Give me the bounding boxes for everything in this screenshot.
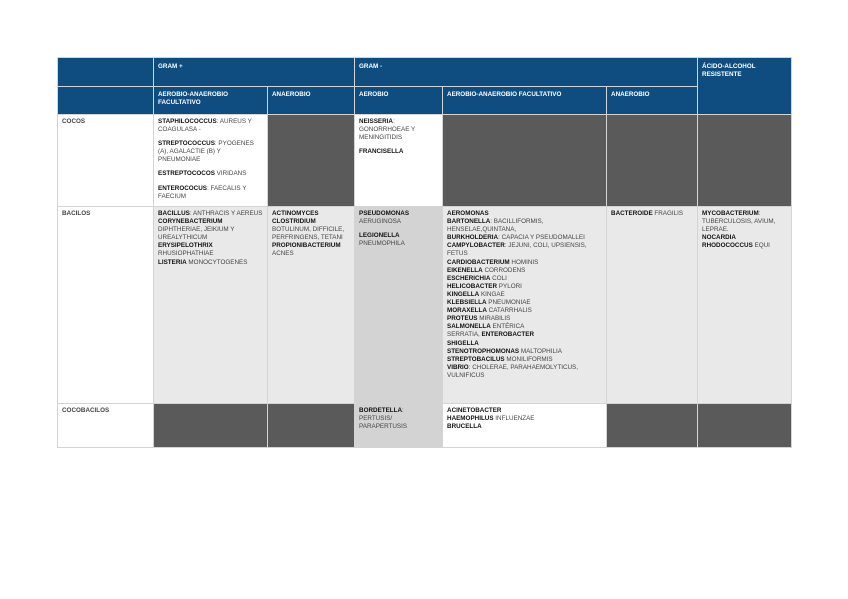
organism-entry [702, 234, 787, 242]
row-label-cocos: COCOS [58, 115, 154, 207]
genus-name: NOCARDIA [702, 234, 736, 242]
organism-entry [447, 356, 602, 364]
cell-bacilos-neg-anaerobe [607, 207, 698, 404]
species-names: AERUGINOSA [359, 218, 402, 226]
genus-name: LEGIONELLA [359, 232, 400, 240]
species-names: PNEUMONIAE [486, 299, 531, 307]
organism-entry [447, 340, 602, 348]
genus-name: ENTEROCOCUS [158, 184, 207, 192]
genus-name: BORDETELLA [359, 407, 403, 414]
cell-cocobacilos-pos-anaerobe-empty [268, 404, 355, 448]
cell-cocobacilos-pos-facultative-empty [154, 404, 268, 448]
species-names: : CAPACIA Y PSEUDOMALLEI [498, 234, 585, 242]
organism-entry [359, 210, 438, 226]
organism-entry [447, 407, 602, 415]
genus-name: BURKHOLDERIA [447, 234, 499, 242]
species-names: : PERTUSIS/ PARAPERTUSIS [359, 407, 408, 431]
header-pos-facultative: AEROBIO-ANAEROBIO FACULTATIVO [154, 87, 268, 115]
row-bacilos [58, 207, 792, 404]
species-names: HOMINIS [509, 258, 539, 266]
genus-name: BRUCELLA [447, 423, 482, 431]
organism-entry [447, 299, 602, 307]
genus-name: ENTEROBACTER [481, 331, 535, 339]
cell-cocobacilos-acid-fast-empty [698, 404, 792, 448]
organism-entry [272, 218, 350, 242]
species-names: MONOCYTOGENES [186, 258, 248, 266]
organism-entry [447, 275, 602, 283]
genus-name: STREPTOCOCCUS [158, 140, 215, 148]
species-names: PYLORI [497, 282, 522, 290]
genus-name: STAPHILOCOCCUS [158, 118, 217, 125]
header-pos-anaerobe: ANAEROBIO [268, 87, 355, 115]
header-corner [58, 58, 154, 87]
genus-name: AEROMONAS [447, 210, 489, 217]
organism-entry [447, 291, 602, 299]
organism-entry [158, 118, 263, 134]
genus-name: STENOTROPHOMONAS [447, 347, 520, 355]
cell-bacilos-pos-anaerobe [268, 207, 355, 404]
organism-entry [158, 140, 263, 164]
species-names: : TUBERCULOSIS, AVIUM, LEPRAE. [702, 210, 776, 234]
genus-name: NEISSERIA [359, 118, 393, 125]
genus-name: STREPTOBACILUS [447, 355, 505, 363]
species-names: DIPHTHERIAE, JEIKIUM Y UREALYTHICUM [158, 226, 235, 242]
organism-entry [447, 323, 602, 331]
cell-cocos-neg-anaerobe-empty [607, 115, 698, 207]
species-names: COLI [490, 274, 507, 282]
organism-entry [359, 118, 438, 142]
species-names: : PYOGENES (A), AGALACTIE (B) Y PNEUMONIAE [158, 140, 254, 164]
species-names: : AUREUS Y COAGULASA - [158, 118, 252, 134]
cell-cocos-acid-fast-empty [698, 115, 792, 207]
organism-entry [702, 210, 787, 234]
cell-bacilos-neg-facultative [443, 207, 607, 404]
row-label-cocobacilos: COCOBACILOS [58, 404, 154, 448]
organism-entry [447, 210, 602, 218]
species-names: RHUSIOPHATHIAE [158, 250, 214, 258]
genus-name: CARDIOBACTERIUM [447, 258, 510, 266]
genus-name: FRANCISELLA [359, 148, 404, 156]
species-names: : ANTHRACIS Y AEREUS [189, 210, 263, 217]
organism-entry [702, 242, 787, 250]
organism-entry [447, 415, 602, 423]
organism-entry [447, 242, 602, 258]
organism-entry [447, 364, 602, 380]
species-names: MONILIFORMIS [504, 355, 553, 363]
header-neg-facultative: AEROBIO-ANAEROBIO FACULTATIVO [443, 87, 607, 115]
species-names: MALTOPHILIA [519, 347, 562, 355]
row-cocos [58, 115, 792, 207]
genus-name: ERYSIPELOTHRIX [158, 242, 213, 250]
species-names: PNEUMOPHILA [359, 240, 405, 248]
genus-name: BARTONELLA [447, 218, 491, 226]
cell-cocos-neg-aerobe [355, 115, 443, 207]
row-cocobacilos [58, 404, 792, 448]
genus-name: CLOSTRIDIUM [272, 218, 316, 226]
species-names: : JEJUNI, COLI, UPSIENSIS, FETUS [447, 242, 587, 258]
genus-name: PROPIONIBACTERIUM [272, 242, 341, 250]
species-names: CORRODENS [482, 266, 526, 274]
bacteria-classification-table [57, 57, 792, 448]
species-names: CATARRHALIS [486, 307, 532, 315]
organism-entry [272, 210, 350, 218]
species-names: INFLUENZAE [493, 415, 535, 423]
genus-name: HELICOBACTER [447, 282, 498, 290]
organism-entry [447, 331, 602, 339]
species-names: BOTULINUM, DIFFICILE, PERFRINGENS, TETANI [272, 226, 345, 242]
genus-name: MORAXELLA [447, 307, 487, 315]
organism-entry [158, 218, 263, 242]
row-label-bacilos: BACILOS [58, 207, 154, 404]
header-neg-aerobe: AEROBIO [355, 87, 443, 115]
header-row-gram [58, 58, 792, 87]
organism-entry [158, 185, 263, 201]
species-names: KINGAE [479, 290, 505, 298]
genus-name: EIKENELLA [447, 266, 483, 274]
genus-name: CAMPYLOBACTER [447, 242, 505, 250]
organism-entry [359, 407, 438, 431]
header-neg-anaerobe: ANAEROBIO [607, 87, 698, 115]
organism-entry [447, 283, 602, 291]
genus-name: HAEMOPHILUS [447, 415, 494, 423]
cell-cocos-pos-anaerobe-empty [268, 115, 355, 207]
cell-cocos-neg-facultative-empty [443, 115, 607, 207]
organism-entry [158, 259, 263, 267]
genus-name: ESCHERICHIA [447, 274, 491, 282]
genus-name: RHODOCOCCUS [702, 242, 753, 250]
species-names: EQUI [752, 242, 770, 250]
organism-entry [447, 348, 602, 356]
organism-entry [359, 232, 438, 248]
genus-name: ESTREPTOCOCOS [158, 170, 215, 178]
species-names: FRAGILIS [652, 210, 684, 217]
header-acid-fast: ÁCIDO-ALCOHOL RESISTENTE [698, 58, 792, 115]
genus-name: PSEUDOMONAS [359, 210, 410, 217]
genus-name: SALMONELLA [447, 323, 491, 331]
organism-entry [447, 307, 602, 315]
organism-entry [158, 170, 263, 178]
organism-entry [447, 267, 602, 275]
species-names: MIRABILIS [477, 315, 511, 323]
cell-cocos-pos-facultative [154, 115, 268, 207]
genus-name: KLEBSIELLA [447, 299, 487, 307]
species-names: : BACILLIFORMIS, HENSELAE,QUINTANA, [447, 218, 544, 234]
genus-name: ACINETOBACTER [447, 407, 502, 414]
genus-name: SHIGELLA [447, 339, 479, 347]
header-gram-positive: GRAM + [154, 58, 355, 87]
organism-entry [359, 148, 438, 156]
genus-name: VIBRIO [447, 363, 469, 371]
cell-cocobacilos-neg-anaerobe-empty [607, 404, 698, 448]
organism-entry [158, 242, 263, 258]
cell-cocobacilos-neg-facultative [443, 404, 607, 448]
organism-entry [611, 210, 693, 218]
cell-bacilos-pos-facultative [154, 207, 268, 404]
header-corner-2 [58, 87, 154, 115]
genus-name: KINGELLA [447, 290, 480, 298]
organism-entry [447, 423, 602, 431]
genus-name: PROTEUS [447, 315, 478, 323]
cell-bacilos-acid-fast [698, 207, 792, 404]
species-names: ENTÉRICA [490, 323, 525, 331]
genus-name: LISTERIA [158, 258, 187, 266]
species-names: : CHOLERAE, PARAHAEMOLYTICUS, VULNIFICUS [447, 363, 579, 379]
species-names: ACNES [272, 250, 294, 258]
organism-entry [447, 218, 602, 234]
genus-name: ACTINOMYCES [272, 210, 319, 217]
genus-name: BACILLUS [158, 210, 190, 217]
species-names: : FAECALIS Y FAECIUM [158, 184, 247, 200]
genus-name: BACTEROIDE [611, 210, 653, 217]
header-gram-negative: GRAM - [355, 58, 698, 87]
organism-entry [158, 210, 263, 218]
species-names: SERRATIA, [447, 331, 482, 339]
organism-entry [447, 259, 602, 267]
header-row-oxygen [58, 87, 792, 115]
cell-cocobacilos-neg-aerobe [355, 404, 443, 448]
genus-name: CORYNEBACTERIUM [158, 218, 223, 226]
species-names: : GONORRHOEAE Y MENINGITIDIS [359, 118, 416, 142]
cell-bacilos-neg-aerobe [355, 207, 443, 404]
organism-entry [447, 234, 602, 242]
organism-entry [272, 242, 350, 258]
species-names: VIRIDANS [214, 170, 247, 178]
genus-name: MYCOBACTERIUM [702, 210, 759, 217]
